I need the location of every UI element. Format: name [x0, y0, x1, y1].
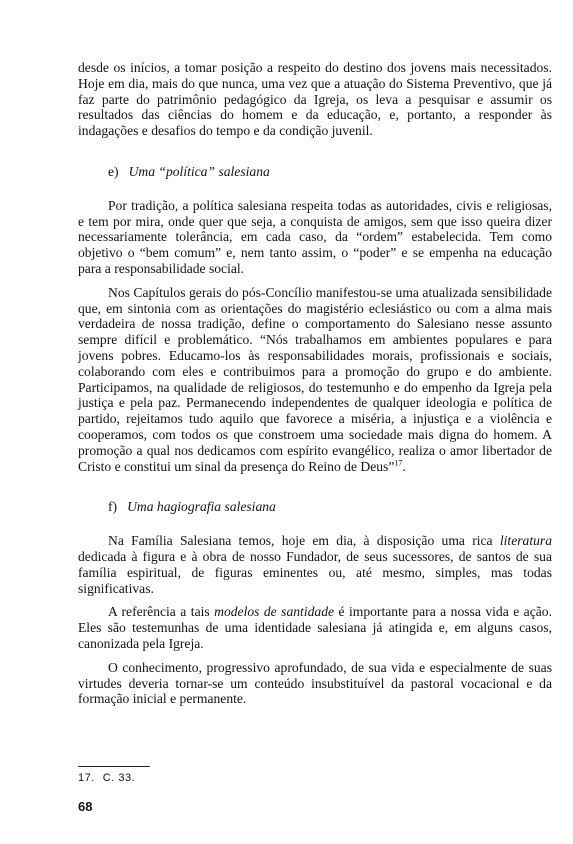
- heading-f-title: Uma hagiografia salesiana: [127, 499, 276, 515]
- page-number: 68: [78, 799, 93, 814]
- paragraph-4-pre: Na Família Salesiana temos, hoje em dia, à disposição uma rica: [108, 533, 500, 549]
- paragraph-1: desde os inícios, a tomar posição a respeito do destino dos jovens mais necessitados. Hoje em dia, mais do que nunca, uma vez que a atuação do Sistema Preventivo, que já faz parte do patrimônio pedagógico da Igreja, os leva a pesquisar e assumir os resultados das ciências do homem e da educação, e, portanto, a responder às indagações e desafios do tempo e da condição juvenil.: [78, 60, 552, 139]
- paragraph-4-post: dedicada à figura e à obra de nosso Fundador, de seus sucessores, de santos de sua família espiritual, de figuras eminentes ou, até mesmo, simples, mas todas significativas.: [78, 548, 552, 596]
- paragraph-3-text: Nos Capítulos gerais do pós-Concílio manifestou-se uma atualizada sensibilidade que, em sintonia com as orientações do magistério eclesiástico ou com a alma mais verdadeira de nossa tradição, define o comportamento do Salesiano nesse assunto sempre difícil e problemático. “Nós trabalhamos em ambientes populares e para jovens pobres. Educamo-los às responsabilidades morais, profissionais e sociais, colaborando com eles e contribuimos para a promoção do grupo e do ambiente. Participamos, na qualidade de religiosos, do testemunho e do empenho da Igreja pela justiça e pela paz. Permanecendo independentes de qualquer ideologia e política de partido, rejeitamos tudo aquilo que favorece a miséria, a injustiça e a violência e cooperamos, com todos os que constroem uma sociedade mais digna do homem. A promoção a qual nos dedicamos com espírito evangélico, realiza o amor libertador de Cristo e constitui um sinal da presença do Reino de Deus”: [78, 284, 552, 474]
- paragraph-4: [78, 533, 552, 596]
- footnote: [78, 772, 135, 784]
- paragraph-3: [78, 285, 552, 475]
- paragraph-5-emphasis: modelos de santidade: [214, 604, 335, 620]
- paragraph-4-emphasis: literatura: [499, 533, 552, 549]
- heading-e: [78, 164, 552, 180]
- footnote-text: C. 33.: [102, 772, 136, 784]
- paragraph-5: [78, 604, 552, 651]
- footnote-rule: [78, 766, 150, 767]
- paragraph-5-post: é importante para a nossa vida e ação. Eles são testemunhas de uma identidade salesiana já atingida e, em alguns casos, canonizada pela Igreja.: [78, 604, 552, 651]
- heading-e-title: Uma “política” salesiana: [128, 163, 270, 179]
- paragraph-5-pre: A referência a tais: [108, 604, 215, 620]
- footnote-number: 17.: [78, 772, 95, 784]
- page-body: [78, 60, 552, 707]
- heading-e-number: e): [108, 163, 119, 179]
- heading-f: [78, 499, 552, 515]
- footnote-ref: 17: [394, 458, 403, 467]
- heading-f-number: f): [108, 499, 118, 515]
- paragraph-6: O conhecimento, progressivo aprofundado, de sua vida e especialmente de suas virtudes deveria tornar-se um conteúdo insubstituível da pastoral vocacional e da formação inicial e permanente.: [78, 659, 552, 707]
- paragraph-2: Por tradição, a política salesiana respeita todas as autoridades, civis e religiosas, e tem por mira, onde quer que seja, a conquista de amigos, sem que isso queira dizer necessariamente tolerância, em cada caso, da “ordem” estabelecida. Tem como objetivo o “bem comum” e, nem tanto assim, o “poder” e se empenha na educação para a responsabilidade social.: [78, 197, 552, 276]
- paragraph-3-end: .: [402, 458, 406, 474]
